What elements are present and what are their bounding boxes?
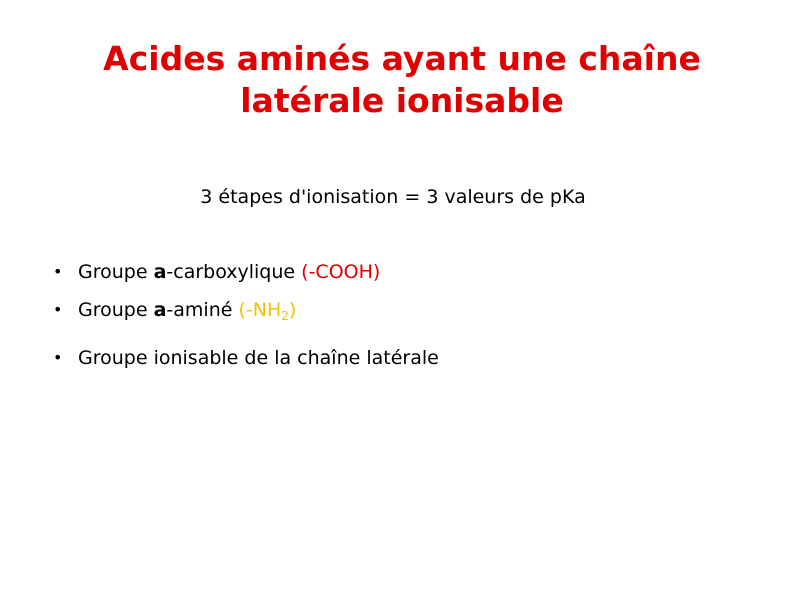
bullet-amine-prefix: Groupe xyxy=(78,299,154,321)
bullet-list xyxy=(50,258,750,374)
title-line-1: Acides aminés ayant une chaîne xyxy=(103,39,701,78)
alpha-symbol: a xyxy=(153,299,167,321)
bullet-carboxyl xyxy=(50,258,750,296)
nh2-group-start: (-NH xyxy=(238,299,282,321)
alpha-symbol: a xyxy=(153,261,167,283)
nh2-group-end: ) xyxy=(288,299,297,321)
bullet-carboxyl-prefix: Groupe xyxy=(78,261,154,283)
cooh-group: (-COOH) xyxy=(301,261,381,283)
title-line-2: latérale ionisable xyxy=(240,81,564,120)
bullet-dot-icon: • xyxy=(53,262,63,281)
bullet-dot-icon: • xyxy=(53,348,63,367)
bullet-amine xyxy=(50,296,750,344)
bullet-side-chain-text: Groupe ionisable de la chaîne latérale xyxy=(78,347,439,369)
bullet-side-chain xyxy=(50,344,750,374)
nh2-group xyxy=(238,299,296,321)
bullet-carboxyl-suffix: -carboxylique xyxy=(166,261,302,283)
subtitle: 3 étapes d'ionisation = 3 valeurs de pKa xyxy=(200,186,586,208)
bullet-dot-icon: • xyxy=(53,300,63,319)
bullet-amine-suffix: -aminé xyxy=(166,299,239,321)
nh2-subscript: 2 xyxy=(281,309,289,323)
slide-title xyxy=(40,38,764,122)
